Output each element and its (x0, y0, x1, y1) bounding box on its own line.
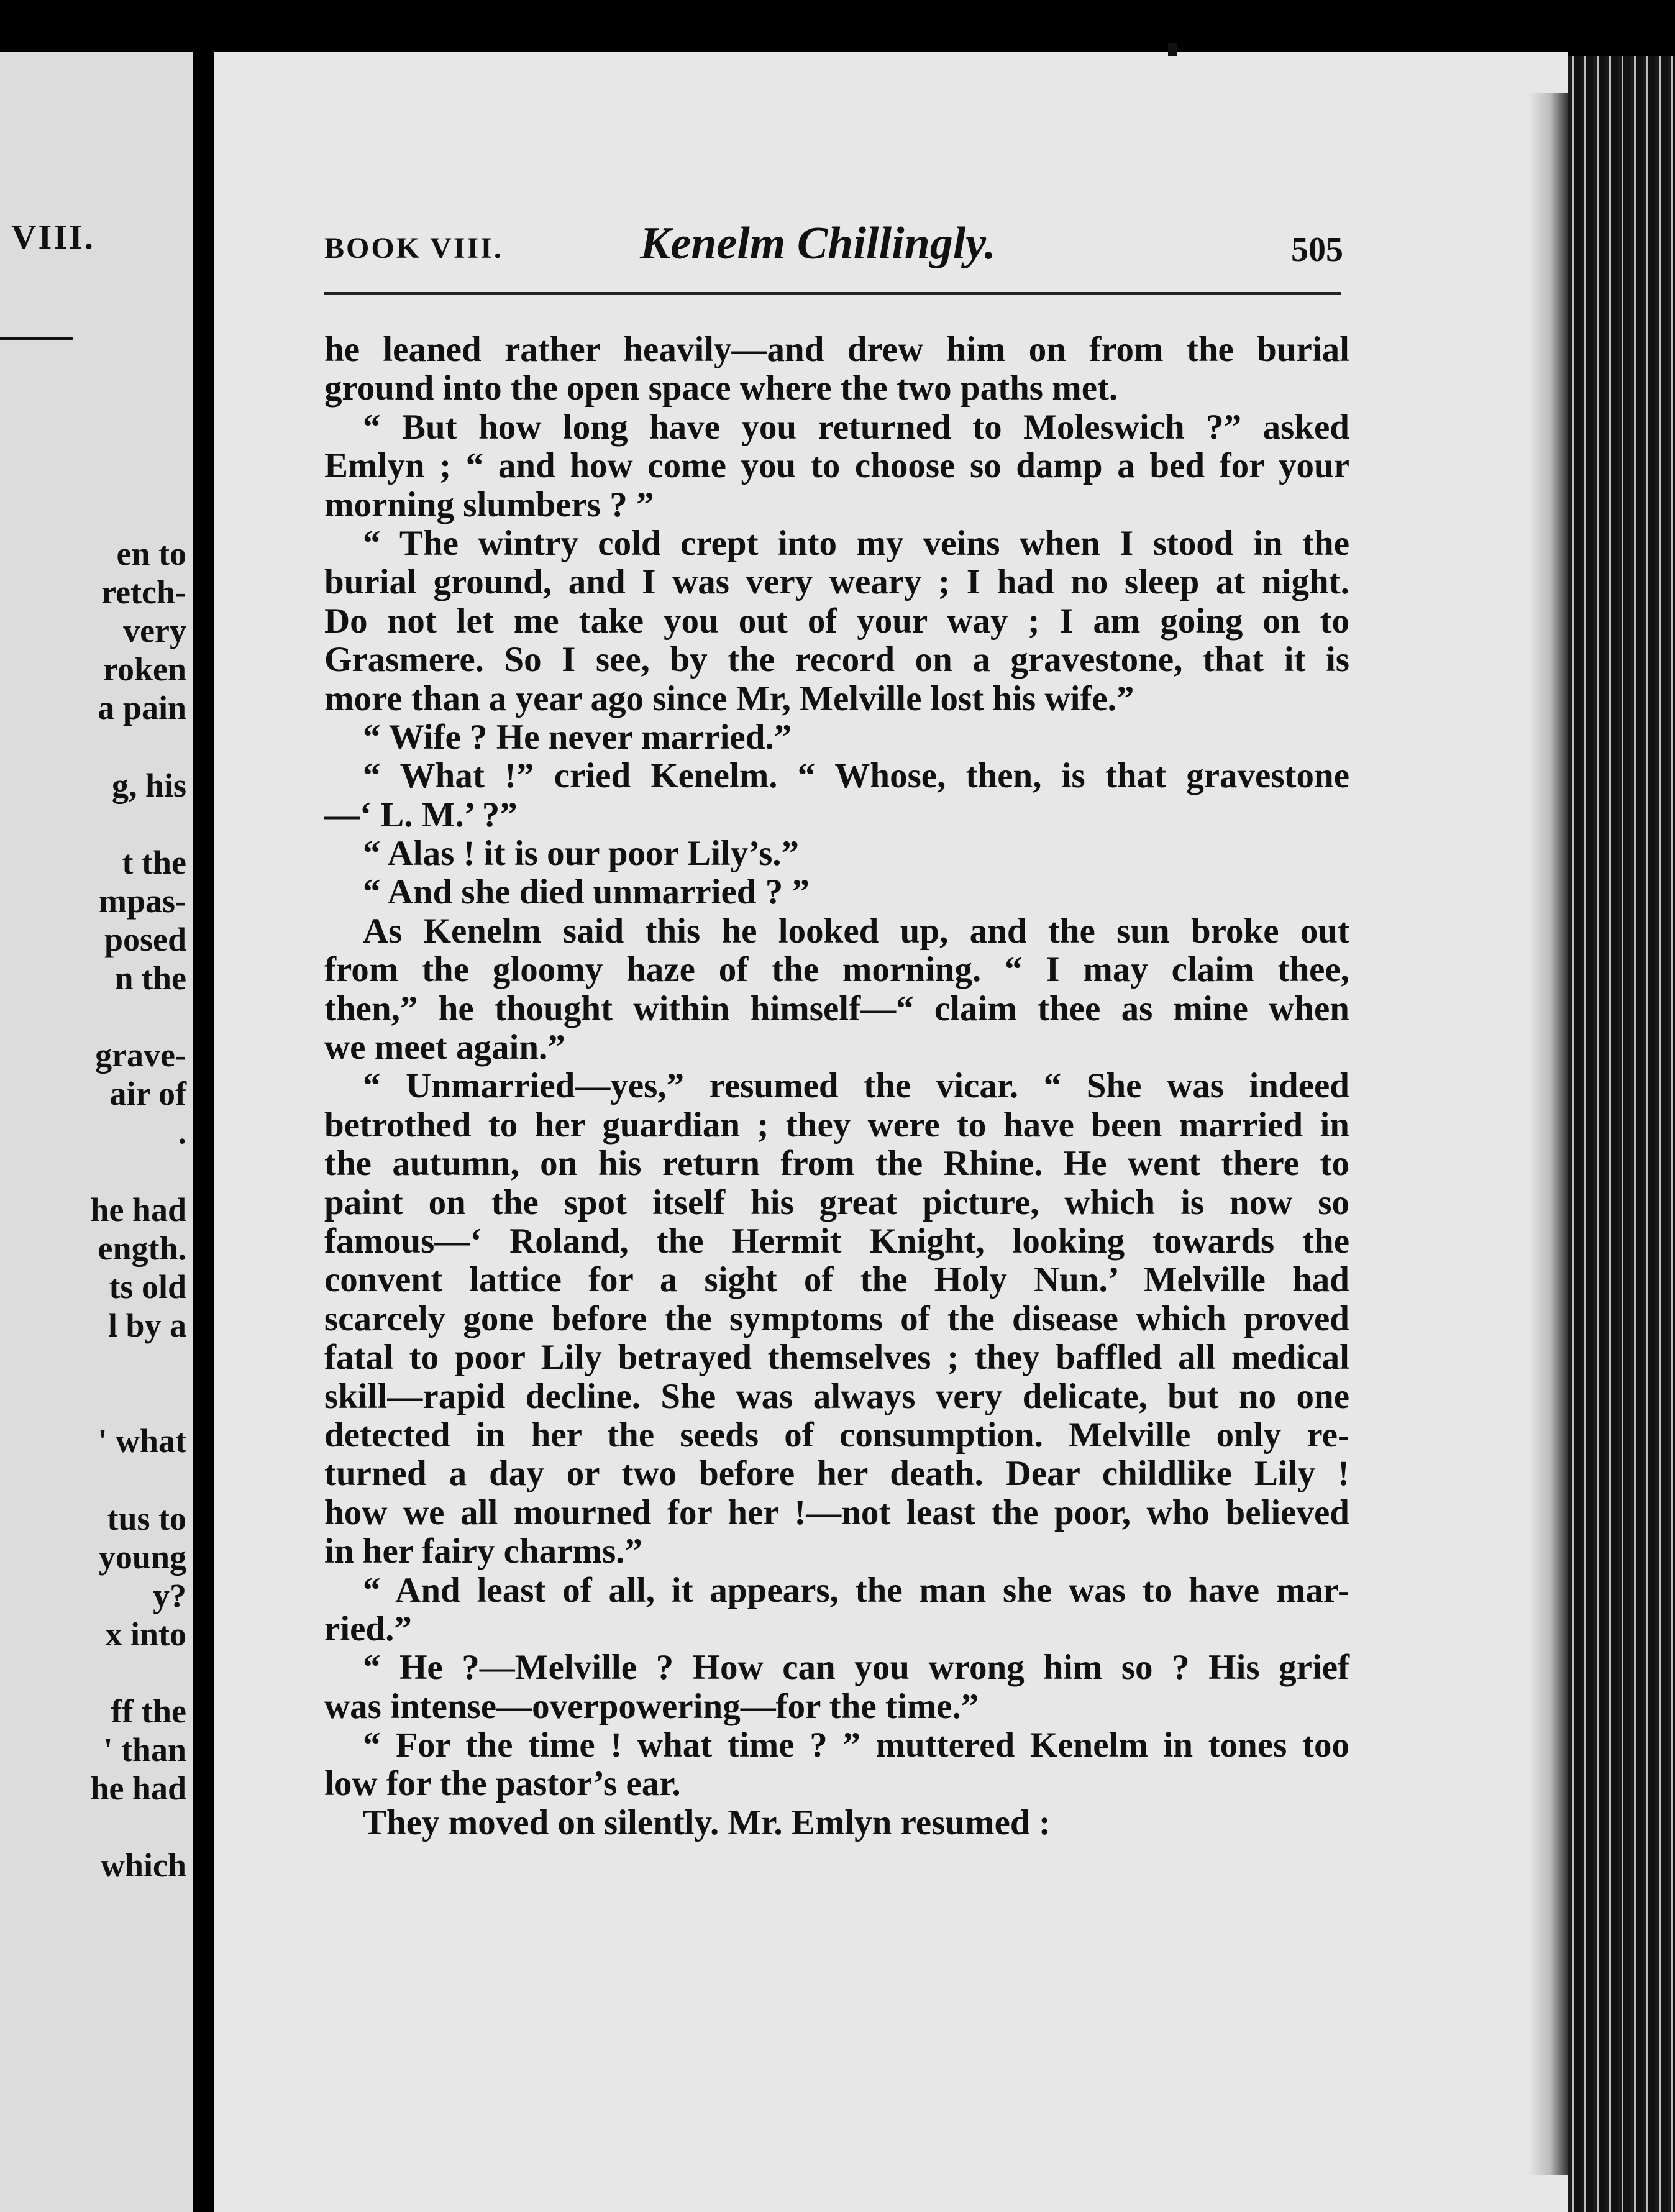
text-line: detected in her the seeds of consumption. Melville only re- (324, 1415, 1349, 1455)
text-line: “ For the time ! what time ? ” muttered Kenelm in tones too (363, 1725, 1349, 1765)
text-line: They moved on silently. Mr. Emlyn resumed : (363, 1803, 1051, 1842)
text-line: paint on the spot itself his great picture, which is now so (324, 1182, 1349, 1222)
text-line: “ And she died unmarried ? ” (363, 872, 810, 912)
text-line: “ The wintry cold crept into my veins when I stood in the (363, 523, 1349, 563)
text-line: skill—rapid decline. She was always very delicate, but no one (324, 1376, 1349, 1416)
previous-page-line: young (98, 1538, 186, 1576)
text-line: Grasmere. So I see, by the record on a gravestone, that it is (324, 640, 1349, 680)
text-line: “ Wife ? He never married.” (363, 717, 792, 757)
ink-mark (1168, 43, 1177, 56)
text-line: “ But how long have you returned to Moleswich ?” asked (363, 407, 1349, 447)
text-line: more than a year ago since Mr, Melville lost his wife.” (324, 679, 1134, 718)
previous-page-line: grave- (95, 1036, 186, 1074)
previous-page-header: VIII. (11, 218, 95, 257)
previous-page-line: he had (90, 1770, 186, 1807)
text-line: “ He ?—Melville ? How can you wrong him so ? His grief (363, 1648, 1349, 1688)
text-line: As Kenelm said this he looked up, and the sun broke out (363, 911, 1349, 951)
text-line: betrothed to her guardian ; they were to have been married in (324, 1105, 1349, 1145)
previous-page-line: very (123, 612, 186, 649)
text-line: famous—‘ Roland, the Hermit Knight, looking towards the (324, 1221, 1349, 1261)
previous-page-line: retch- (101, 574, 186, 611)
previous-page-line: mpas- (98, 882, 186, 920)
text-line: ground into the open space where the two paths met. (324, 368, 1118, 408)
book-gutter (193, 0, 214, 2212)
previous-page-line: en to (116, 535, 186, 572)
text-line: Do not let me take you out of your way ; I am going on to (324, 601, 1349, 641)
text-line: “ And least of all, it appears, the man she was to have mar- (363, 1570, 1349, 1610)
previous-page-line: he had (90, 1191, 186, 1228)
previous-page-fragment (0, 52, 193, 2212)
running-head (324, 217, 1343, 273)
text-line: convent lattice for a sight of the Holy Nun.’ Melville had (324, 1260, 1349, 1300)
text-line: burial ground, and I was very weary ; I had no sleep at night. (324, 562, 1349, 602)
running-title: Kenelm Chillingly. (640, 218, 996, 269)
previous-page-line: t the (122, 844, 186, 881)
previous-page-line: posed (104, 921, 186, 958)
previous-page-line: a pain (98, 689, 186, 726)
text-line: the autumn, on his return from the Rhine. He went there to (324, 1144, 1349, 1184)
text-line: then,” he thought within himself—“ claim thee as mine when (324, 989, 1349, 1028)
previous-page-line: ff the (111, 1693, 186, 1730)
text-line: in her fairy charms.” (324, 1532, 642, 1571)
previous-page-rule (0, 337, 73, 340)
text-line: “ What !” cried Kenelm. “ Whose, then, is that gravestone (363, 756, 1349, 796)
previous-page-line: . (178, 1113, 186, 1151)
previous-page-line: ts old (109, 1268, 186, 1305)
text-line: he leaned rather heavily—and drew him on from the burial (324, 330, 1349, 369)
previous-page-line: y? (153, 1577, 186, 1614)
text-line: ried.” (324, 1609, 412, 1648)
book-section-label: BOOK VIII. (324, 232, 503, 265)
text-line: low for the pastor’s ear. (324, 1764, 681, 1804)
text-line: “ Unmarried—yes,” resumed the vicar. “ She was indeed (363, 1066, 1349, 1106)
previous-page-line: g, his (111, 767, 186, 804)
text-line: fatal to poor Lily betrayed themselves ; they baffled all medical (324, 1338, 1349, 1378)
previous-page-line: ' than (103, 1731, 186, 1768)
previous-page-line: l by a (107, 1307, 186, 1344)
text-line: “ Alas ! it is our poor Lily’s.” (363, 834, 800, 874)
text-line: —‘ L. M.’ ?” (324, 795, 518, 834)
previous-page-line: n the (114, 959, 186, 997)
page-stack-edges (1568, 56, 1675, 2212)
text-line: Emlyn ; “ and how come you to choose so damp a bed for your (324, 446, 1349, 486)
text-line: was intense—overpowering—for the time.” (324, 1686, 979, 1726)
text-line: scarcely gone before the symptoms of the disease which proved (324, 1299, 1349, 1338)
text-line: how we all mourned for her !—not least the poor, who believed (324, 1492, 1349, 1532)
text-line: from the gloomy haze of the morning. “ I may claim thee, (324, 950, 1349, 990)
body-text (324, 331, 1349, 1842)
previous-page-line: roken (103, 651, 186, 688)
text-line: we meet again.” (324, 1028, 565, 1067)
page-edge-shadow (1528, 93, 1568, 2175)
previous-page-line: which (100, 1847, 186, 1884)
previous-page-line: air of (109, 1075, 186, 1112)
text-line: turned a day or two before her death. Dear childlike Lily ! (324, 1454, 1349, 1494)
previous-page-line: x into (105, 1616, 186, 1653)
text-line: morning slumbers ? ” (324, 485, 654, 524)
previous-page-line: tus to (107, 1500, 186, 1537)
page-number: 505 (1291, 231, 1343, 269)
previous-page-line: ' what (98, 1422, 186, 1460)
header-rule (324, 292, 1341, 295)
previous-page-line: ength. (98, 1230, 186, 1267)
